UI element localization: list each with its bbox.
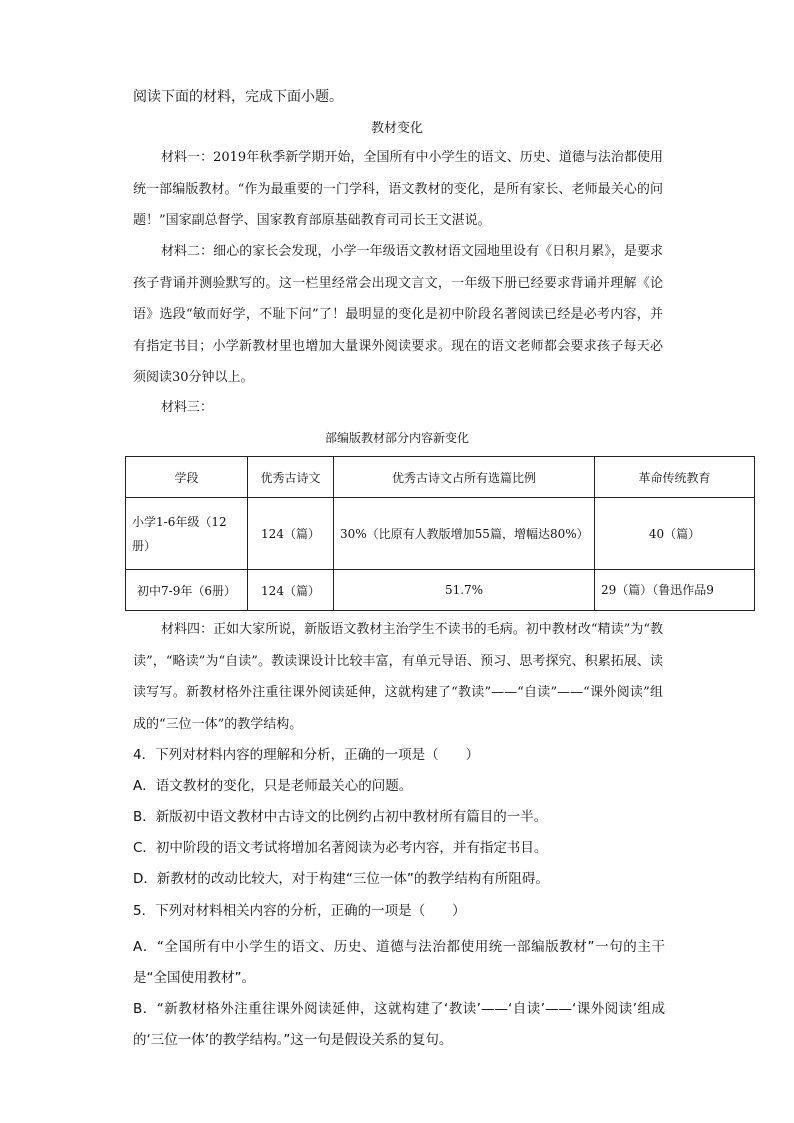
question-5-option-b: B．“新教材格外注重往课外阅读延伸，这就构建了‘教读’——‘自读’——‘课外阅读’组成的‘三位一体’的教学结构。”这一句是假设关系的复句。 — [133, 1001, 665, 1048]
passage-title: 教材变化 — [370, 121, 423, 136]
table-row — [126, 498, 755, 570]
table-header-cell: 优秀古诗文 — [248, 457, 334, 498]
question-4-option-b: B．新版初中语文教材中古诗文的比例约占初中教材所有篇目的一半。 — [133, 809, 548, 825]
table-cell: 初中7-9年（6册） — [126, 570, 248, 611]
question-4-stem: 4．下列对材料内容的理解和分析，正确的一项是（ ） — [133, 747, 480, 763]
instruction-text: 阅读下面的材料，完成下面小题。 — [133, 89, 343, 105]
material-2-paragraph: 材料二：细心的家长会发现，小学一年级语文教材语文园地里设有《日积月累》，是要求孩子背诵并测验默写的。这一栏里经常会出现文言文，一年级下册已经要求背诵并理解《论语》选段“敏而好学，不耻下问”了！最明显的变化是初中阶段名著阅读已经是必考内容，并有指定书目；小学新教材里也增加大量课外阅读要求。现在的语文老师都会要求孩子每天必须阅读30分钟以上。 — [133, 244, 663, 386]
question-4-option-d: D．新教材的改动比较大，对于构建“三位一体”的教学结构有所阻碍。 — [133, 871, 549, 887]
table-cell: 29（篇）（鲁迅作品9 — [595, 570, 755, 611]
textbook-changes-table — [125, 456, 755, 611]
table-header-cell: 优秀古诗文占所有选篇比例 — [334, 457, 595, 498]
table-cell: 40（篇） — [595, 498, 755, 570]
table-header-cell: 革命传统教育 — [595, 457, 755, 498]
table-cell: 124（篇） — [248, 498, 334, 570]
material-1-paragraph: 材料一：2019年秋季新学期开始，全国所有中小学生的语文、历史、道德与法治都使用统一部编版教材。“作为最重要的一门学科，语文教材的变化，是所有家长、老师最关心的问题！”国家副总督学、国家教育部原基础教育司司长王文湛说。 — [133, 150, 663, 229]
table-cell: 小学1-6年级（12册） — [126, 498, 248, 570]
material-4-paragraph: 材料四：正如大家所说，新版语文教材主治学生不读书的毛病。初中教材改“精读”为“教读”，“略读”为“自读”。教读课设计比较丰富，有单元导语、预习、思考探究、积累拓展、读读写写。新教材格外注重往课外阅读延伸，这就构建了“教读”——“自读”——“课外阅读”组成的“三位一体”的教学结构。 — [133, 622, 663, 732]
table-cell: 30%（比原有人教版增加55篇，增幅达80%） — [334, 498, 595, 570]
material-3-label: 材料三： — [161, 400, 214, 415]
question-5-option-a: A．“全国所有中小学生的语文、历史、道德与法治都使用统一部编版教材”一句的主干是“全国使用教材”。 — [133, 939, 665, 986]
table-header-row — [126, 457, 755, 498]
table-row — [126, 570, 755, 611]
table-header-cell: 学段 — [126, 457, 248, 498]
question-4-option-c: C．初中阶段的语文考试将增加名著阅读为必考内容，并有指定书目。 — [133, 840, 548, 856]
table-cell: 124（篇） — [248, 570, 334, 611]
question-4-option-a: A．语文教材的变化，只是老师最关心的问题。 — [133, 778, 413, 794]
question-5-stem: 5．下列对材料相关内容的分析，正确的一项是（ ） — [133, 903, 466, 919]
table-caption: 部编版教材部分内容新变化 — [324, 431, 469, 445]
table-cell: 51.7% — [334, 570, 595, 611]
